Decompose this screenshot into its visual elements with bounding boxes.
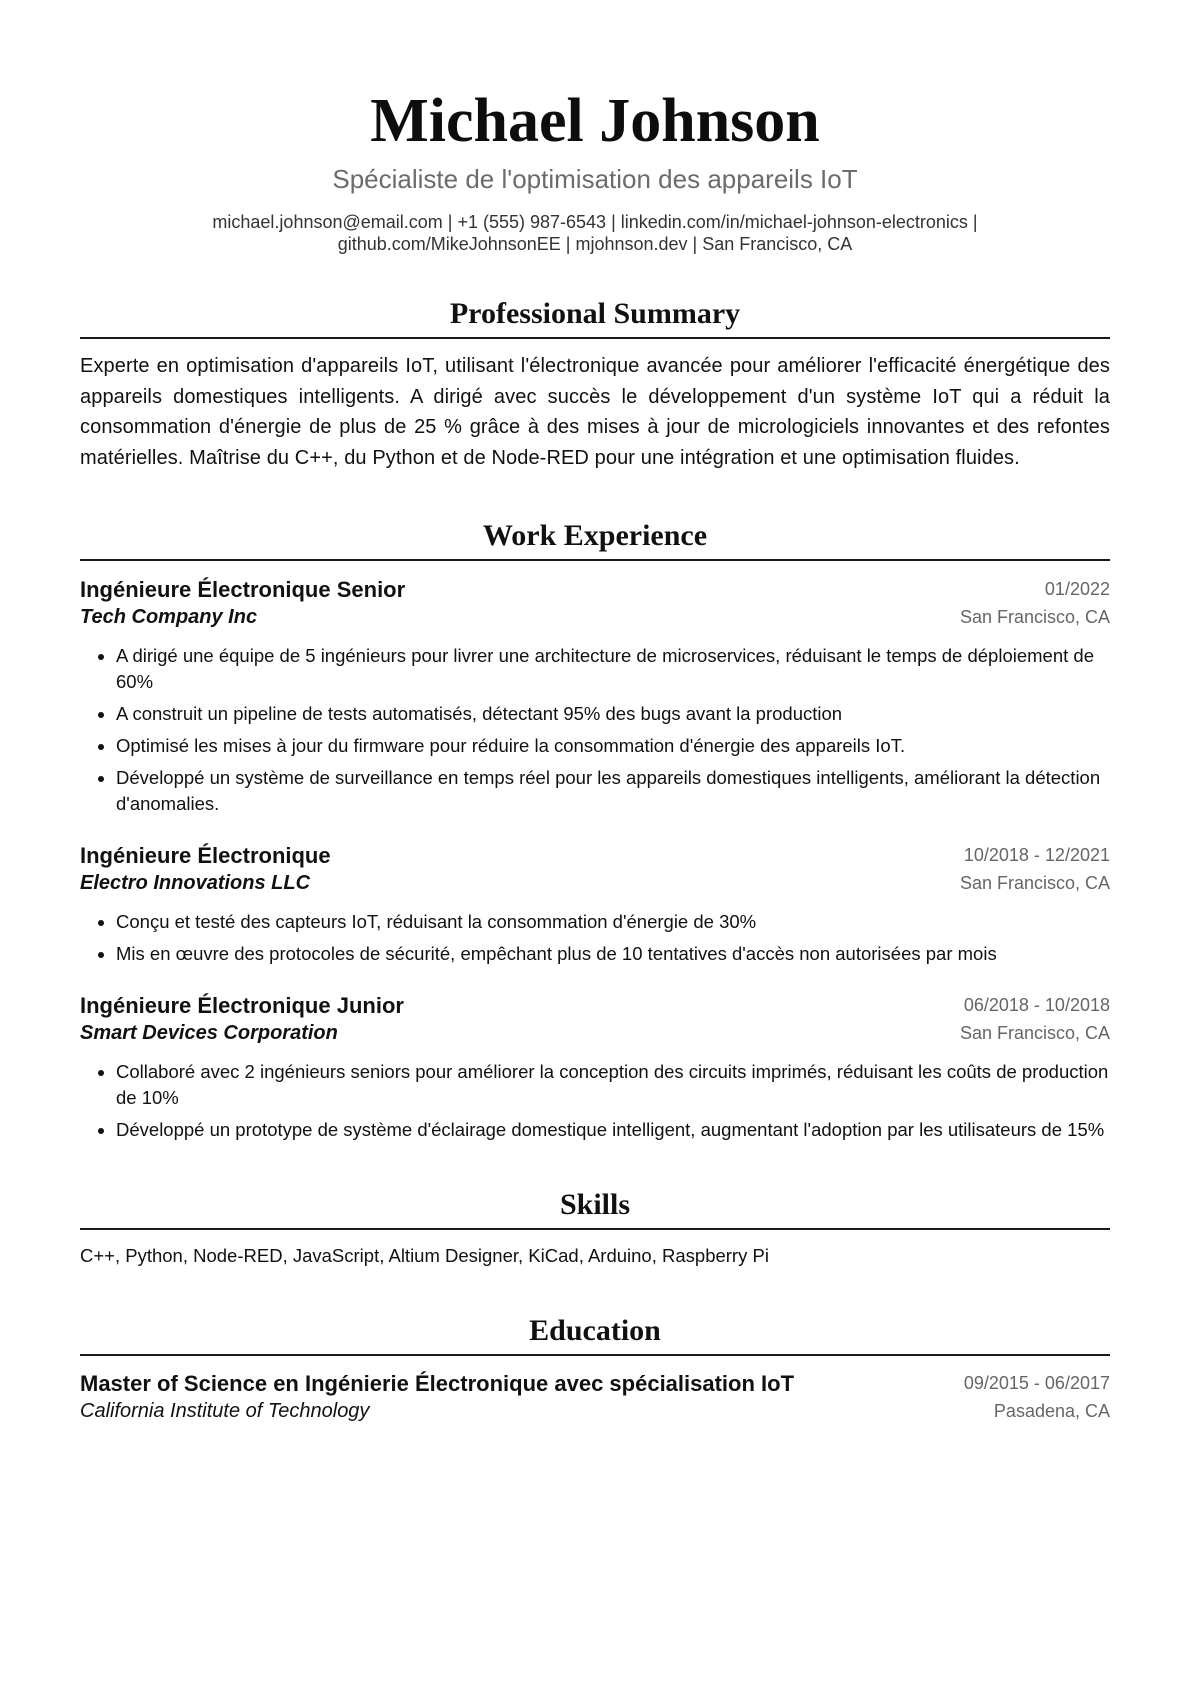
contact-info: michael.johnson@email.com | +1 (555) 987-6543 | linkedin.com/in/michael-johnson-electronics | github.com/MikeJohnsonEE | mjohnson.dev | San Francisco, CA bbox=[212, 212, 978, 254]
job-company-row bbox=[80, 604, 1110, 632]
job-bullet: • Mis en œuvre des protocoles de sécurité, empêchant plus de 10 tentatives d'accès non autorisées par mois bbox=[116, 941, 1110, 967]
job-bullet: • Développé un système de surveillance en temps réel pour les appareils domestiques intelligents, améliorant la détection d'anomalies. bbox=[116, 765, 1110, 817]
education-date: 09/2015 - 06/2017 bbox=[963, 1373, 1110, 1394]
job-location: San Francisco, CA bbox=[959, 607, 1110, 628]
job-bullet: • Conçu et testé des capteurs IoT, réduisant la consommation d'énergie de 30% bbox=[116, 909, 1110, 935]
job-title: Ingénieure Électronique bbox=[80, 842, 331, 868]
job-bullets bbox=[80, 643, 1110, 817]
job-date: 10/2018 - 12/2021 bbox=[963, 845, 1110, 866]
job-title: Ingénieure Électronique Senior bbox=[80, 576, 406, 602]
section-title-work: Work Experience bbox=[80, 518, 1110, 561]
candidate-title: Spécialiste de l'optimisation des appareils IoT bbox=[332, 164, 858, 194]
job-bullet: • Collaboré avec 2 ingénieurs seniors pour améliorer la conception des circuits imprimés, réduisant les coûts de production de 10% bbox=[116, 1059, 1110, 1111]
section-title-summary: Professional Summary bbox=[80, 296, 1110, 339]
education-section bbox=[80, 1313, 1110, 1426]
job-header-row bbox=[80, 842, 1110, 870]
summary-text: Experte en optimisation d'appareils IoT, utilisant l'électronique avancée pour améliorer l'efficacité énergétique des appareils domestiques intelligents. A dirigé avec succès le développement d'un système IoT qui a réduit la consommation d'énergie de plus de 25 % grâce à des mises à jour de micrologiciels innovantes et des refontes matérielles. Maîtrise du C++, du Python et de Node-RED pour une intégration et une optimisation fluides. bbox=[80, 355, 1110, 470]
job-company: Tech Company Inc bbox=[80, 606, 258, 629]
education-header-row bbox=[80, 1370, 1110, 1398]
job-company-row bbox=[80, 1020, 1110, 1048]
section-title-skills: Skills bbox=[80, 1187, 1110, 1230]
job-date: 01/2022 bbox=[1044, 579, 1110, 600]
job-company: Smart Devices Corporation bbox=[80, 1022, 338, 1045]
job-entry bbox=[80, 992, 1110, 1143]
skills-list: C++, Python, Node-RED, JavaScript, Altium Designer, KiCad, Arduino, Raspberry Pi bbox=[80, 1244, 769, 1266]
education-school-row bbox=[80, 1398, 1110, 1426]
education-entry bbox=[80, 1370, 1110, 1426]
section-title-education: Education bbox=[80, 1313, 1110, 1356]
job-entry bbox=[80, 576, 1110, 817]
candidate-name: Michael Johnson bbox=[370, 87, 820, 155]
job-company-row bbox=[80, 870, 1110, 898]
job-company: Electro Innovations LLC bbox=[80, 872, 311, 895]
job-bullet: • Optimisé les mises à jour du firmware pour réduire la consommation d'énergie des appareils IoT. bbox=[116, 733, 1110, 759]
job-bullet: • A dirigé une équipe de 5 ingénieurs pour livrer une architecture de microservices, réduisant le temps de déploiement de 60% bbox=[116, 643, 1110, 695]
job-header-row bbox=[80, 992, 1110, 1020]
summary-section bbox=[80, 296, 1110, 474]
job-bullets bbox=[80, 909, 1110, 967]
education-school: California Institute of Technology bbox=[80, 1400, 370, 1423]
job-header-row bbox=[80, 576, 1110, 604]
job-location: San Francisco, CA bbox=[959, 873, 1110, 894]
job-bullet: • Développé un prototype de système d'éclairage domestique intelligent, augmentant l'adoption par les utilisateurs de 15% bbox=[116, 1117, 1110, 1143]
education-degree: Master of Science en Ingénierie Électronique avec spécialisation IoT bbox=[80, 1370, 795, 1396]
skills-section bbox=[80, 1187, 1110, 1269]
resume-header bbox=[80, 86, 1110, 255]
job-bullets bbox=[80, 1059, 1110, 1143]
job-title: Ingénieure Électronique Junior bbox=[80, 992, 404, 1018]
job-bullet: • A construit un pipeline de tests automatisés, détectant 95% des bugs avant la production bbox=[116, 701, 1110, 727]
education-location: Pasadena, CA bbox=[993, 1401, 1110, 1422]
job-entry bbox=[80, 842, 1110, 967]
job-location: San Francisco, CA bbox=[959, 1023, 1110, 1044]
job-date: 06/2018 - 10/2018 bbox=[963, 995, 1110, 1016]
work-experience-section bbox=[80, 518, 1110, 1143]
